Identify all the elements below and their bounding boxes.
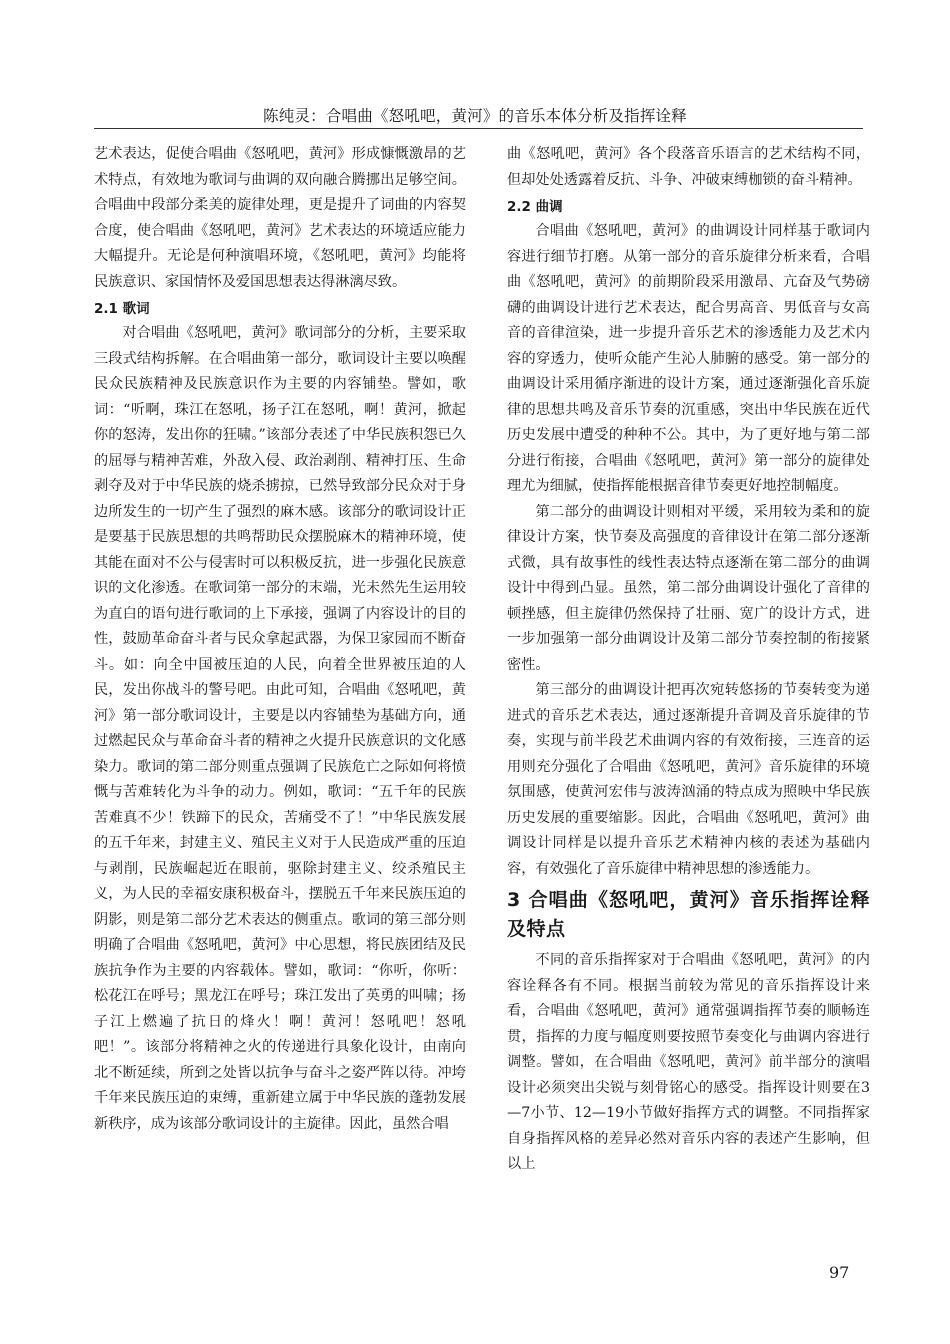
paragraph: 对合唱曲《怒吼吧，黄河》歌词部分的分析，主要采取三段式结构拆解。在合唱曲第一部分，歌词设计主要以唤醒民众民族精神及民族意识作为主要的内容铺垫。譬如，歌词：“听啊，珠江在怒吼，扬子江在怒吼，啊！黄河，掀起你的怒涛，发出你的狂啸。”该部分表述了中华民族积怨已久的屈辱与精神苦难，外敌入侵、政治剥削、精神打压、生命剥夺及对于中华民族的烧杀掳掠，已然导致部分民众对于身边所发生的一切产生了强烈的麻木感。该部分的歌词设计正是要基于民族思想的共鸣帮助民众摆脱麻木的精神环境，使其能在面对不公与侵害时可以积极反抗，进一步强化民族意识的文化渗透。在歌词第一部分的末端，光未然先生运用较为直白的语句进行歌词的上下承接，强调了内容设计的目的性，鼓励革命奋斗者与民众拿起武器，为保卫家园而不断奋斗。如：向全中国被压迫的人民，向着全世界被压迫的人民，发出你战斗的警号吧。由此可知，合唱曲《怒吼吧，黄河》第一部分歌词设计，主要是以内容铺垫为基础方向，通过燃起民众与革命奋斗者的精神之火提升民族意识的文化感染力。歌词的第二部分则重点强调了民族危亡之际如何将愤慨与苦难转化为斗争的动力。例如，歌词：“五千年的民族苦难真不少！铁蹄下的民众，苦痛受不了！”中华民族发展的五千年来，封建主义、殖民主义对于人民造成严重的压迫与剥削，民族崛起近在眼前，驱除封建主义、绞杀殖民主义，为人民的幸福安康积极奋斗，摆脱五千年来民族压迫的阴影，则是第二部分艺术表达的侧重点。歌词的第三部分则明确了合唱曲《怒吼吧，黄河》中心思想，将民族团结及民族抗争作为主要的内容载体。譬如，歌词：“你听，你听：松花江在呼号；黑龙江在呼号；珠江发出了英勇的叫啸；扬子江上燃遍了抗日的烽火！啊！黄河！怒吼吧！怒吼吧！”。该部分将精神之火的传递进行具象化设计，由南向北不断延续，所到之处皆以抗争与奋斗之姿严阵以待。冲垮千年来民族压迫的束缚，重新建立属于中华民族的蓬勃发展新秩序，成为该部分歌词设计的主旋律。因此，虽然合唱: [94, 325, 466, 1132]
right-column: [507, 142, 870, 1178]
paragraph: 艺术表达，促使合唱曲《怒吼吧，黄河》形成慷慨激昂的艺术特点，有效地为歌词与曲调的双向融合腾挪出足够空间。合唱曲中段部分柔美的旋律处理，更是提升了词曲的内容契合度，使合唱曲《怒吼吧，黄河》艺术表达的环境适应能力大幅提升。无论是何种演唱环境，《怒吼吧，黄河》均能将民族意识、家国情怀及爱国思想表达得淋漓尽致。: [94, 146, 466, 290]
running-head: 陈纯灵：合唱曲《怒吼吧，黄河》的音乐本体分析及指挥诠释: [263, 107, 687, 125]
section-heading-2-2: 2.2 曲调: [507, 199, 563, 215]
page-number: 97: [829, 1263, 850, 1282]
paragraph: 第三部分的曲调设计把再次宛转悠扬的节奏转变为递进式的音乐艺术表达，通过逐渐提升音调及音乐旋律的节奏，实现与前半段艺术曲调内容的有效衔接，三连音的运用则充分强化了合唱曲《怒吼吧，黄河》音乐旋律的环境氛围感，使黄河宏伟与波涛汹涌的特点成为照映中华民族历史发展的重要缩影。因此，合唱曲《怒吼吧，黄河》曲调设计同样是以提升音乐艺术精神内核的表述为基础内容，有效强化了音乐旋律中精神思想的渗透能力。: [507, 682, 870, 877]
header-rule: [94, 128, 863, 129]
paragraph: 不同的音乐指挥家对于合唱曲《怒吼吧，黄河》的内容诠释各有不同。根据当前较为常见的音乐指挥设计来看，合唱曲《怒吼吧，黄河》通常强调指挥节奏的顺畅连贯，指挥的力度与幅度则要按照节奏变化与曲调内容进行调整。譬如，在合唱曲《怒吼吧，黄河》前半部分的演唱设计必须突出尖锐与刻骨铭心的感受。指挥设计则要在3—7小节、12—19小节做好指挥方式的调整。不同指挥家自身指挥风格的差异必然对音乐内容的表述产生影响，但以上: [507, 952, 870, 1172]
section-heading-2-1: 2.1 歌词: [94, 301, 150, 317]
left-column: [94, 142, 466, 1137]
paragraph: 合唱曲《怒吼吧，黄河》的曲调设计同样基于歌词内容进行细节打磨。从第一部分的音乐旋律分析来看，合唱曲《怒吼吧，黄河》的前期阶段采用激昂、亢奋及气势磅礴的曲调设计进行艺术表达，配合男高音、男低音与女高音的音律渲染，进一步提升音乐艺术的渗透能力及艺术内容的穿透力，使听众能产生沁人肺腑的感受。第一部分的曲调设计采用循序渐进的设计方案，通过逐渐强化音乐旋律的思想共鸣及音乐节奏的沉重感，突出中华民族在近代历史发展中遭受的种种不公。其中，为了更好地与第二部分进行衔接，合唱曲《怒吼吧，黄河》第一部分的旋律处理尤为细腻，使指挥能根据音律节奏更好地控制幅度。: [507, 223, 870, 494]
paragraph: 第二部分的曲调设计则相对平缓，采用较为柔和的旋律设计方案，快节奏及高强度的音律设计在第二部分逐渐式微，具有故事性的线性表达特点逐渐在第二部分的曲调设计中得到凸显。虽然，第二部分曲调设计强化了音律的顿挫感，但主旋律仍然保持了壮丽、宽广的设计方式，进一步加强第一部分曲调设计及第二部分节奏控制的衔接紧密性。: [507, 503, 870, 673]
section-heading-3: 3 合唱曲《怒吼吧，黄河》音乐指挥诠释及特点: [507, 889, 870, 940]
paragraph: 曲《怒吼吧，黄河》各个段落音乐语言的艺术结构不同，但却处处透露着反抗、斗争、冲破束缚枷锁的奋斗精神。: [507, 146, 870, 188]
